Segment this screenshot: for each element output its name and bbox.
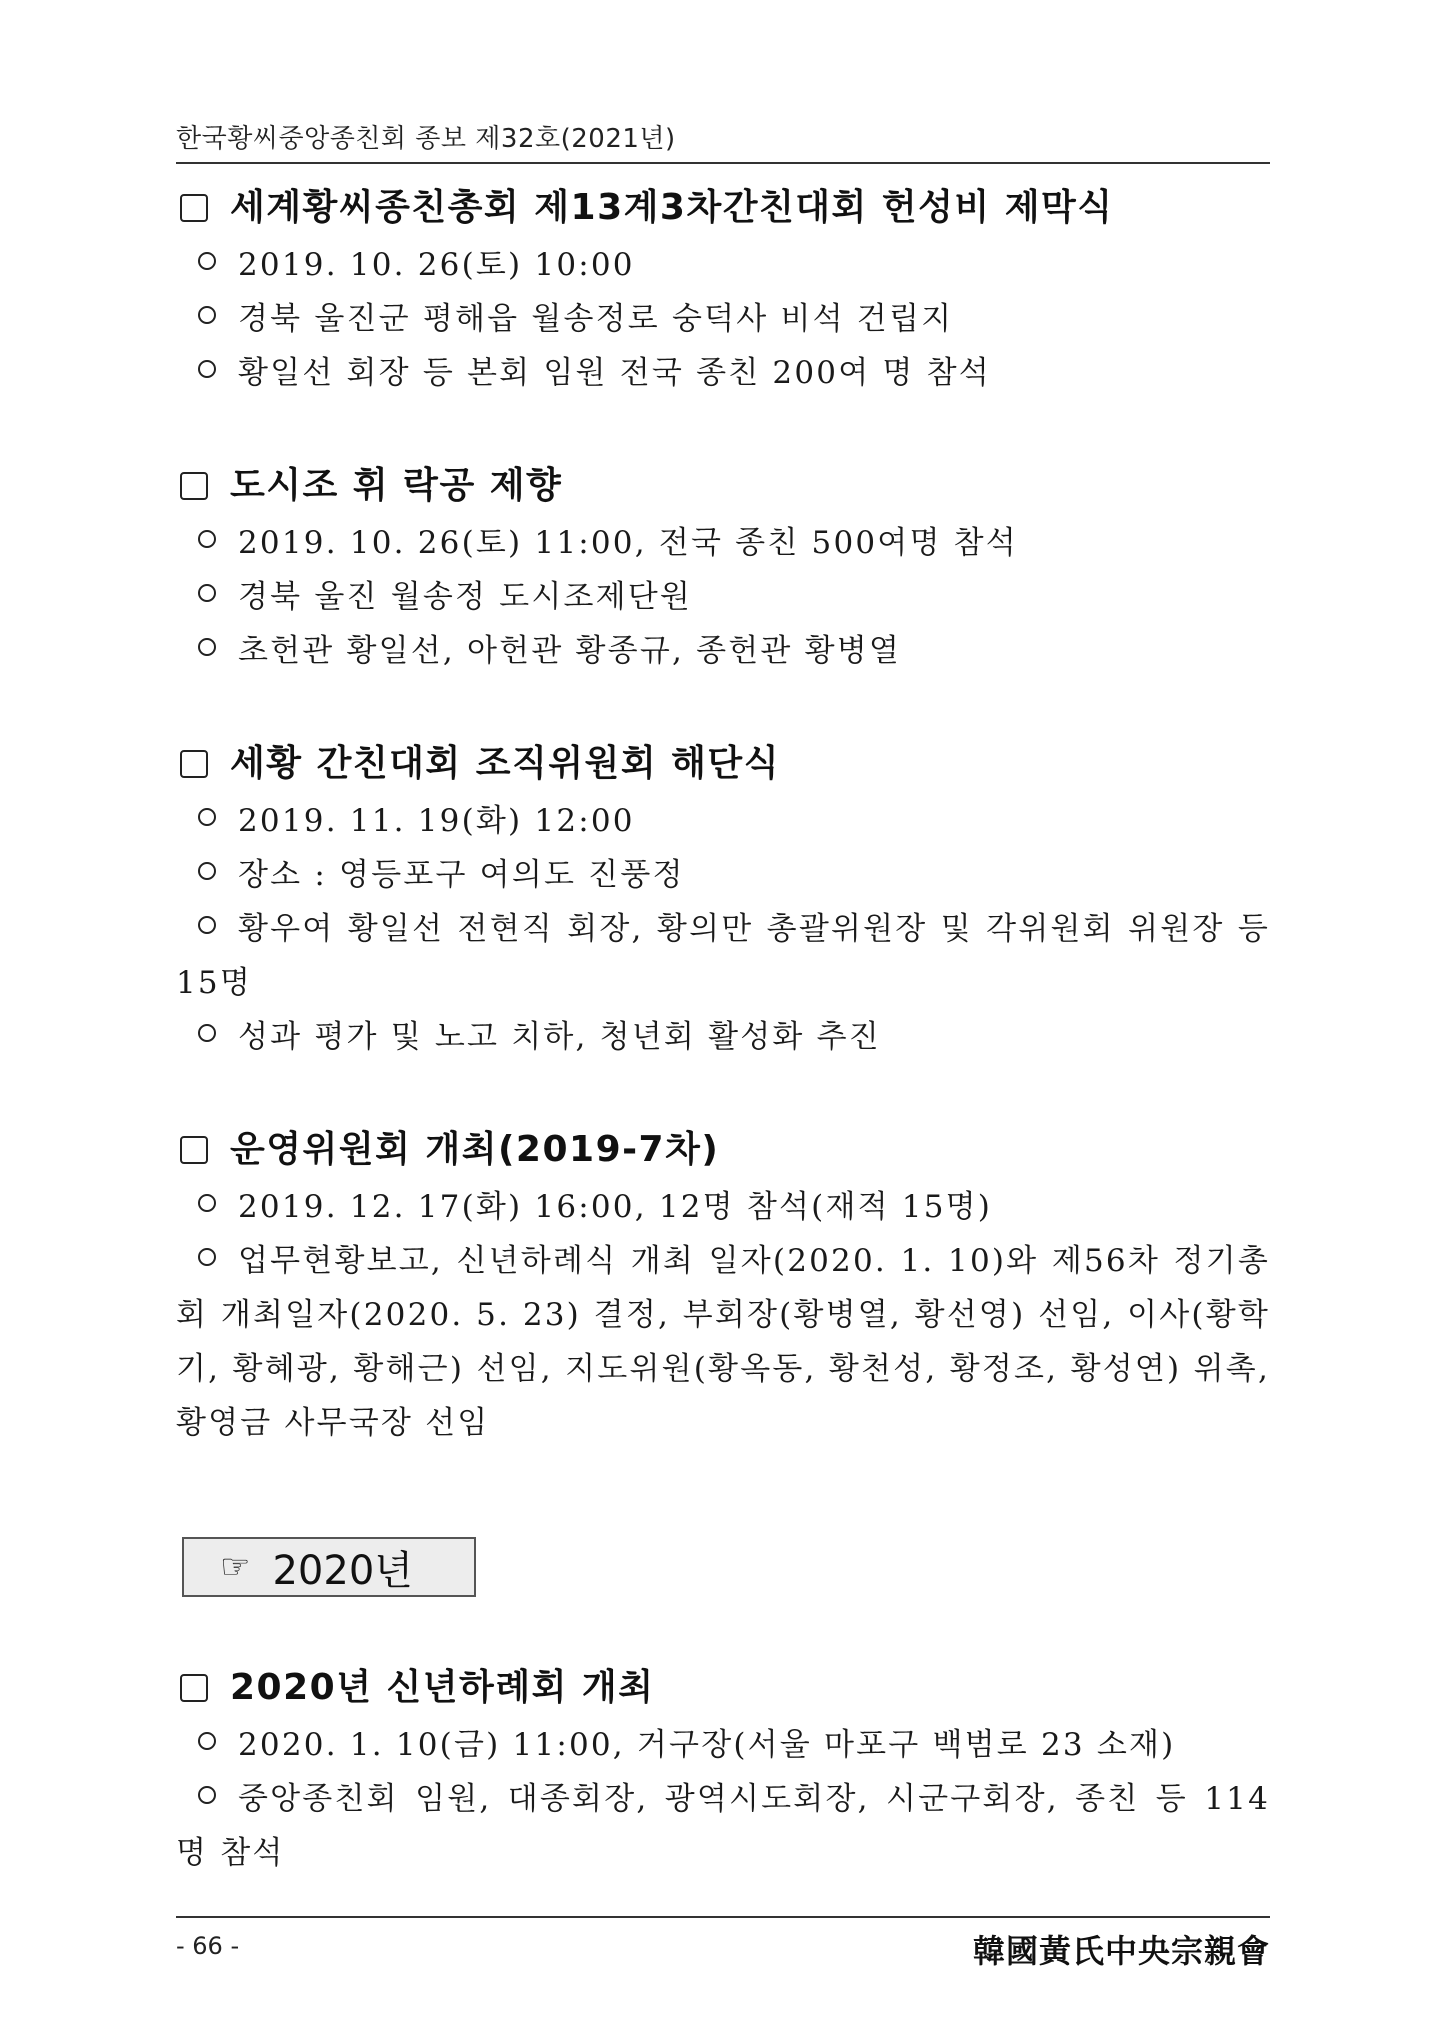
section-1: [176, 180, 1270, 400]
bullet-item: 2019. 12. 17(화) 16:00, 12명 참석(재적 15명): [176, 1180, 1270, 1234]
checkbox-icon: [180, 472, 208, 500]
header-title: 한국황씨중앙종친회 종보 제32호(2021년): [176, 124, 676, 154]
circle-bullet-icon: [198, 306, 216, 324]
section-heading-text: 세계황씨종친총회 제13계3차간친대회 헌성비 제막식: [230, 187, 1114, 228]
year-label: 2020년: [272, 1547, 413, 1594]
page-footer: [176, 1916, 1270, 1976]
section-heading-text: 세황 간친대회 조직위원회 해단식: [230, 743, 780, 784]
circle-bullet-icon: [198, 530, 216, 548]
bullet-item: 2019. 11. 19(화) 12:00: [176, 794, 1270, 848]
main-content: [176, 180, 1270, 1508]
bullet-item: 2019. 10. 26(토) 10:00: [176, 238, 1270, 292]
checkbox-icon: [180, 750, 208, 778]
section-heading-text: 도시조 휘 락공 제향: [230, 465, 563, 506]
organization-name: 韓國黃氏中央宗親會: [972, 1932, 1270, 1970]
circle-bullet-icon: [198, 862, 216, 880]
section-heading: [176, 1660, 1270, 1716]
section-2: [176, 458, 1270, 678]
bullet-item: 황우여 황일선 전현직 회장, 황의만 총괄위원장 및 각위원회 위원장 등 15명: [176, 911, 1270, 1001]
bullet-item: 2020. 1. 10(금) 11:00, 거구장(서울 마포구 백범로 23 소재): [176, 1718, 1270, 1772]
bullet-item: 황일선 회장 등 본회 임원 전국 종친 200여 명 참석: [176, 346, 1270, 400]
section-3: [176, 736, 1270, 1064]
circle-bullet-icon: [198, 1786, 216, 1804]
circle-bullet-icon: [198, 1248, 216, 1266]
section-2020: [176, 1660, 1270, 1880]
circle-bullet-icon: [198, 808, 216, 826]
checkbox-icon: [180, 1674, 208, 1702]
section-heading: [176, 180, 1270, 236]
circle-bullet-icon: [198, 252, 216, 270]
section-heading-text: 운영위원회 개최(2019-7차): [230, 1129, 720, 1170]
pointing-hand-icon: ☞: [220, 1547, 251, 1587]
bullet-item: 성과 평가 및 노고 치하, 청년회 활성화 추진: [176, 1010, 1270, 1064]
circle-bullet-icon: [198, 584, 216, 602]
checkbox-icon: [180, 194, 208, 222]
bullet-item: 경북 울진 월송정 도시조제단원: [176, 570, 1270, 624]
section-heading: [176, 736, 1270, 792]
bullet-item: 업무현황보고, 신년하례식 개최 일자(2020. 1. 10)와 제56차 정기총회 개최일자(2020. 5. 23) 결정, 부회장(황병열, 황선영) 선임, 이사(황학기, 황혜광, 황해근) 선임, 지도위원(황옥동, 황천성, 황정조, 황성연) 위촉, 황영금 사무국장 선임: [176, 1243, 1270, 1441]
circle-bullet-icon: [198, 638, 216, 656]
bullet-item: 2019. 10. 26(토) 11:00, 전국 종친 500여명 참석: [176, 516, 1270, 570]
section-heading-text: 2020년 신년하례회 개최: [230, 1667, 655, 1708]
circle-bullet-icon: [198, 1024, 216, 1042]
section-4: [176, 1122, 1270, 1450]
year-label-box: [182, 1537, 476, 1597]
bullet-item: 장소 : 영등포구 여의도 진풍정: [176, 848, 1270, 902]
circle-bullet-icon: [198, 916, 216, 934]
page-number: - 66 -: [176, 1932, 240, 1960]
section-heading: [176, 458, 1270, 514]
checkbox-icon: [180, 1136, 208, 1164]
circle-bullet-icon: [198, 1732, 216, 1750]
bullet-item: 경북 울진군 평해읍 월송정로 숭덕사 비석 건립지: [176, 292, 1270, 346]
page-header: [176, 116, 1270, 164]
circle-bullet-icon: [198, 360, 216, 378]
bullet-item: 초헌관 황일선, 아헌관 황종규, 종헌관 황병열: [176, 624, 1270, 678]
section-heading: [176, 1122, 1270, 1178]
circle-bullet-icon: [198, 1194, 216, 1212]
bullet-item: 중앙종친회 임원, 대종회장, 광역시도회장, 시군구회장, 종친 등 114명 참석: [176, 1781, 1270, 1871]
